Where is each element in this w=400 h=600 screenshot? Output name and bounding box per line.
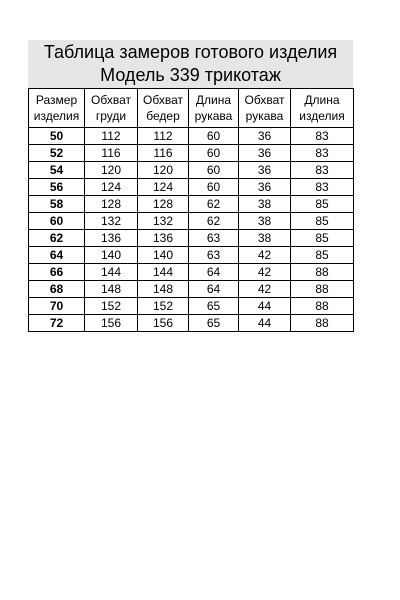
header-size-line-2: изделия xyxy=(33,109,80,123)
cell-garment-length: 83 xyxy=(291,179,354,196)
cell-sleeve-length: 60 xyxy=(189,145,239,162)
header-size xyxy=(29,89,85,128)
cell-garment-length: 88 xyxy=(291,264,354,281)
header-garment-length-line-1: Длина xyxy=(304,93,340,107)
cell-size: 70 xyxy=(29,298,85,315)
cell-garment-length: 88 xyxy=(291,298,354,315)
table-row xyxy=(29,196,354,213)
table-row xyxy=(29,247,354,264)
cell-hip-girth: 152 xyxy=(138,298,189,315)
cell-sleeve-length: 65 xyxy=(189,315,239,332)
cell-sleeve-girth: 38 xyxy=(239,213,291,230)
header-sleeve-length-line-2: рукава xyxy=(194,109,233,123)
cell-sleeve-girth: 36 xyxy=(239,179,291,196)
cell-chest-girth: 140 xyxy=(85,247,138,264)
cell-hip-girth: 140 xyxy=(138,247,189,264)
cell-garment-length: 88 xyxy=(291,281,354,298)
cell-sleeve-length: 62 xyxy=(189,196,239,213)
cell-sleeve-length: 65 xyxy=(189,298,239,315)
header-size-line-1: Размер xyxy=(35,93,78,107)
cell-sleeve-girth: 44 xyxy=(239,315,291,332)
table-title-line-2: Модель 339 трикотаж xyxy=(100,65,281,85)
cell-sleeve-girth: 44 xyxy=(239,298,291,315)
cell-garment-length: 85 xyxy=(291,230,354,247)
cell-chest-girth: 152 xyxy=(85,298,138,315)
cell-hip-girth: 116 xyxy=(138,145,189,162)
header-hip-girth xyxy=(138,89,189,128)
cell-sleeve-length: 62 xyxy=(189,213,239,230)
header-sleeve-girth xyxy=(239,89,291,128)
cell-sleeve-girth: 38 xyxy=(239,196,291,213)
cell-garment-length: 85 xyxy=(291,247,354,264)
cell-sleeve-length: 60 xyxy=(189,162,239,179)
cell-sleeve-length: 63 xyxy=(189,247,239,264)
cell-chest-girth: 148 xyxy=(85,281,138,298)
table-row xyxy=(29,162,354,179)
table-row xyxy=(29,315,354,332)
header-chest-girth-line-1: Обхват xyxy=(91,93,131,107)
header-sleeve-length xyxy=(189,89,239,128)
header-sleeve-girth-line-1: Обхват xyxy=(244,93,285,107)
cell-sleeve-girth: 42 xyxy=(239,247,291,264)
table-row xyxy=(29,145,354,162)
table-title-line-1: Таблица замеров готового изделия xyxy=(43,42,338,62)
cell-size: 66 xyxy=(29,264,85,281)
header-garment-length xyxy=(291,89,354,128)
table-row xyxy=(29,128,354,145)
cell-size: 68 xyxy=(29,281,85,298)
cell-sleeve-length: 60 xyxy=(189,128,239,145)
cell-sleeve-girth: 36 xyxy=(239,128,291,145)
cell-hip-girth: 132 xyxy=(138,213,189,230)
table-row xyxy=(29,213,354,230)
size-measurement-table xyxy=(28,88,354,332)
cell-size: 56 xyxy=(29,179,85,196)
cell-chest-girth: 112 xyxy=(85,128,138,145)
cell-size: 72 xyxy=(29,315,85,332)
cell-hip-girth: 124 xyxy=(138,179,189,196)
cell-hip-girth: 144 xyxy=(138,264,189,281)
cell-size: 54 xyxy=(29,162,85,179)
cell-sleeve-girth: 36 xyxy=(239,145,291,162)
cell-hip-girth: 148 xyxy=(138,281,189,298)
cell-size: 60 xyxy=(29,213,85,230)
cell-garment-length: 85 xyxy=(291,213,354,230)
cell-hip-girth: 128 xyxy=(138,196,189,213)
cell-hip-girth: 136 xyxy=(138,230,189,247)
table-title xyxy=(28,40,353,88)
table-header-row xyxy=(29,89,354,128)
cell-sleeve-length: 63 xyxy=(189,230,239,247)
table-row xyxy=(29,281,354,298)
table-body xyxy=(29,128,354,332)
cell-chest-girth: 124 xyxy=(85,179,138,196)
cell-chest-girth: 120 xyxy=(85,162,138,179)
table-row xyxy=(29,264,354,281)
cell-sleeve-length: 60 xyxy=(189,179,239,196)
cell-size: 64 xyxy=(29,247,85,264)
cell-chest-girth: 136 xyxy=(85,230,138,247)
header-hip-girth-line-1: Обхват xyxy=(143,93,183,107)
cell-garment-length: 83 xyxy=(291,162,354,179)
header-chest-girth-line-2: груди xyxy=(95,109,127,123)
cell-sleeve-length: 64 xyxy=(189,281,239,298)
header-chest-girth xyxy=(85,89,138,128)
size-chart-sheet xyxy=(28,40,353,332)
cell-size: 50 xyxy=(29,128,85,145)
cell-sleeve-girth: 36 xyxy=(239,162,291,179)
cell-hip-girth: 112 xyxy=(138,128,189,145)
cell-hip-girth: 156 xyxy=(138,315,189,332)
header-sleeve-girth-line-2: рукава xyxy=(245,109,284,123)
cell-chest-girth: 116 xyxy=(85,145,138,162)
cell-hip-girth: 120 xyxy=(138,162,189,179)
cell-size: 58 xyxy=(29,196,85,213)
header-sleeve-length-line-1: Длина xyxy=(195,93,232,107)
table-row xyxy=(29,230,354,247)
cell-garment-length: 83 xyxy=(291,128,354,145)
cell-chest-girth: 128 xyxy=(85,196,138,213)
cell-sleeve-girth: 38 xyxy=(239,230,291,247)
cell-garment-length: 85 xyxy=(291,196,354,213)
cell-garment-length: 88 xyxy=(291,315,354,332)
cell-sleeve-girth: 42 xyxy=(239,281,291,298)
header-garment-length-line-2: изделия xyxy=(299,109,345,123)
cell-sleeve-girth: 42 xyxy=(239,264,291,281)
cell-chest-girth: 132 xyxy=(85,213,138,230)
table-row xyxy=(29,179,354,196)
cell-garment-length: 83 xyxy=(291,145,354,162)
table-row xyxy=(29,298,354,315)
cell-size: 62 xyxy=(29,230,85,247)
cell-chest-girth: 144 xyxy=(85,264,138,281)
cell-chest-girth: 156 xyxy=(85,315,138,332)
header-hip-girth-line-2: бедер xyxy=(146,109,180,123)
cell-size: 52 xyxy=(29,145,85,162)
cell-sleeve-length: 64 xyxy=(189,264,239,281)
